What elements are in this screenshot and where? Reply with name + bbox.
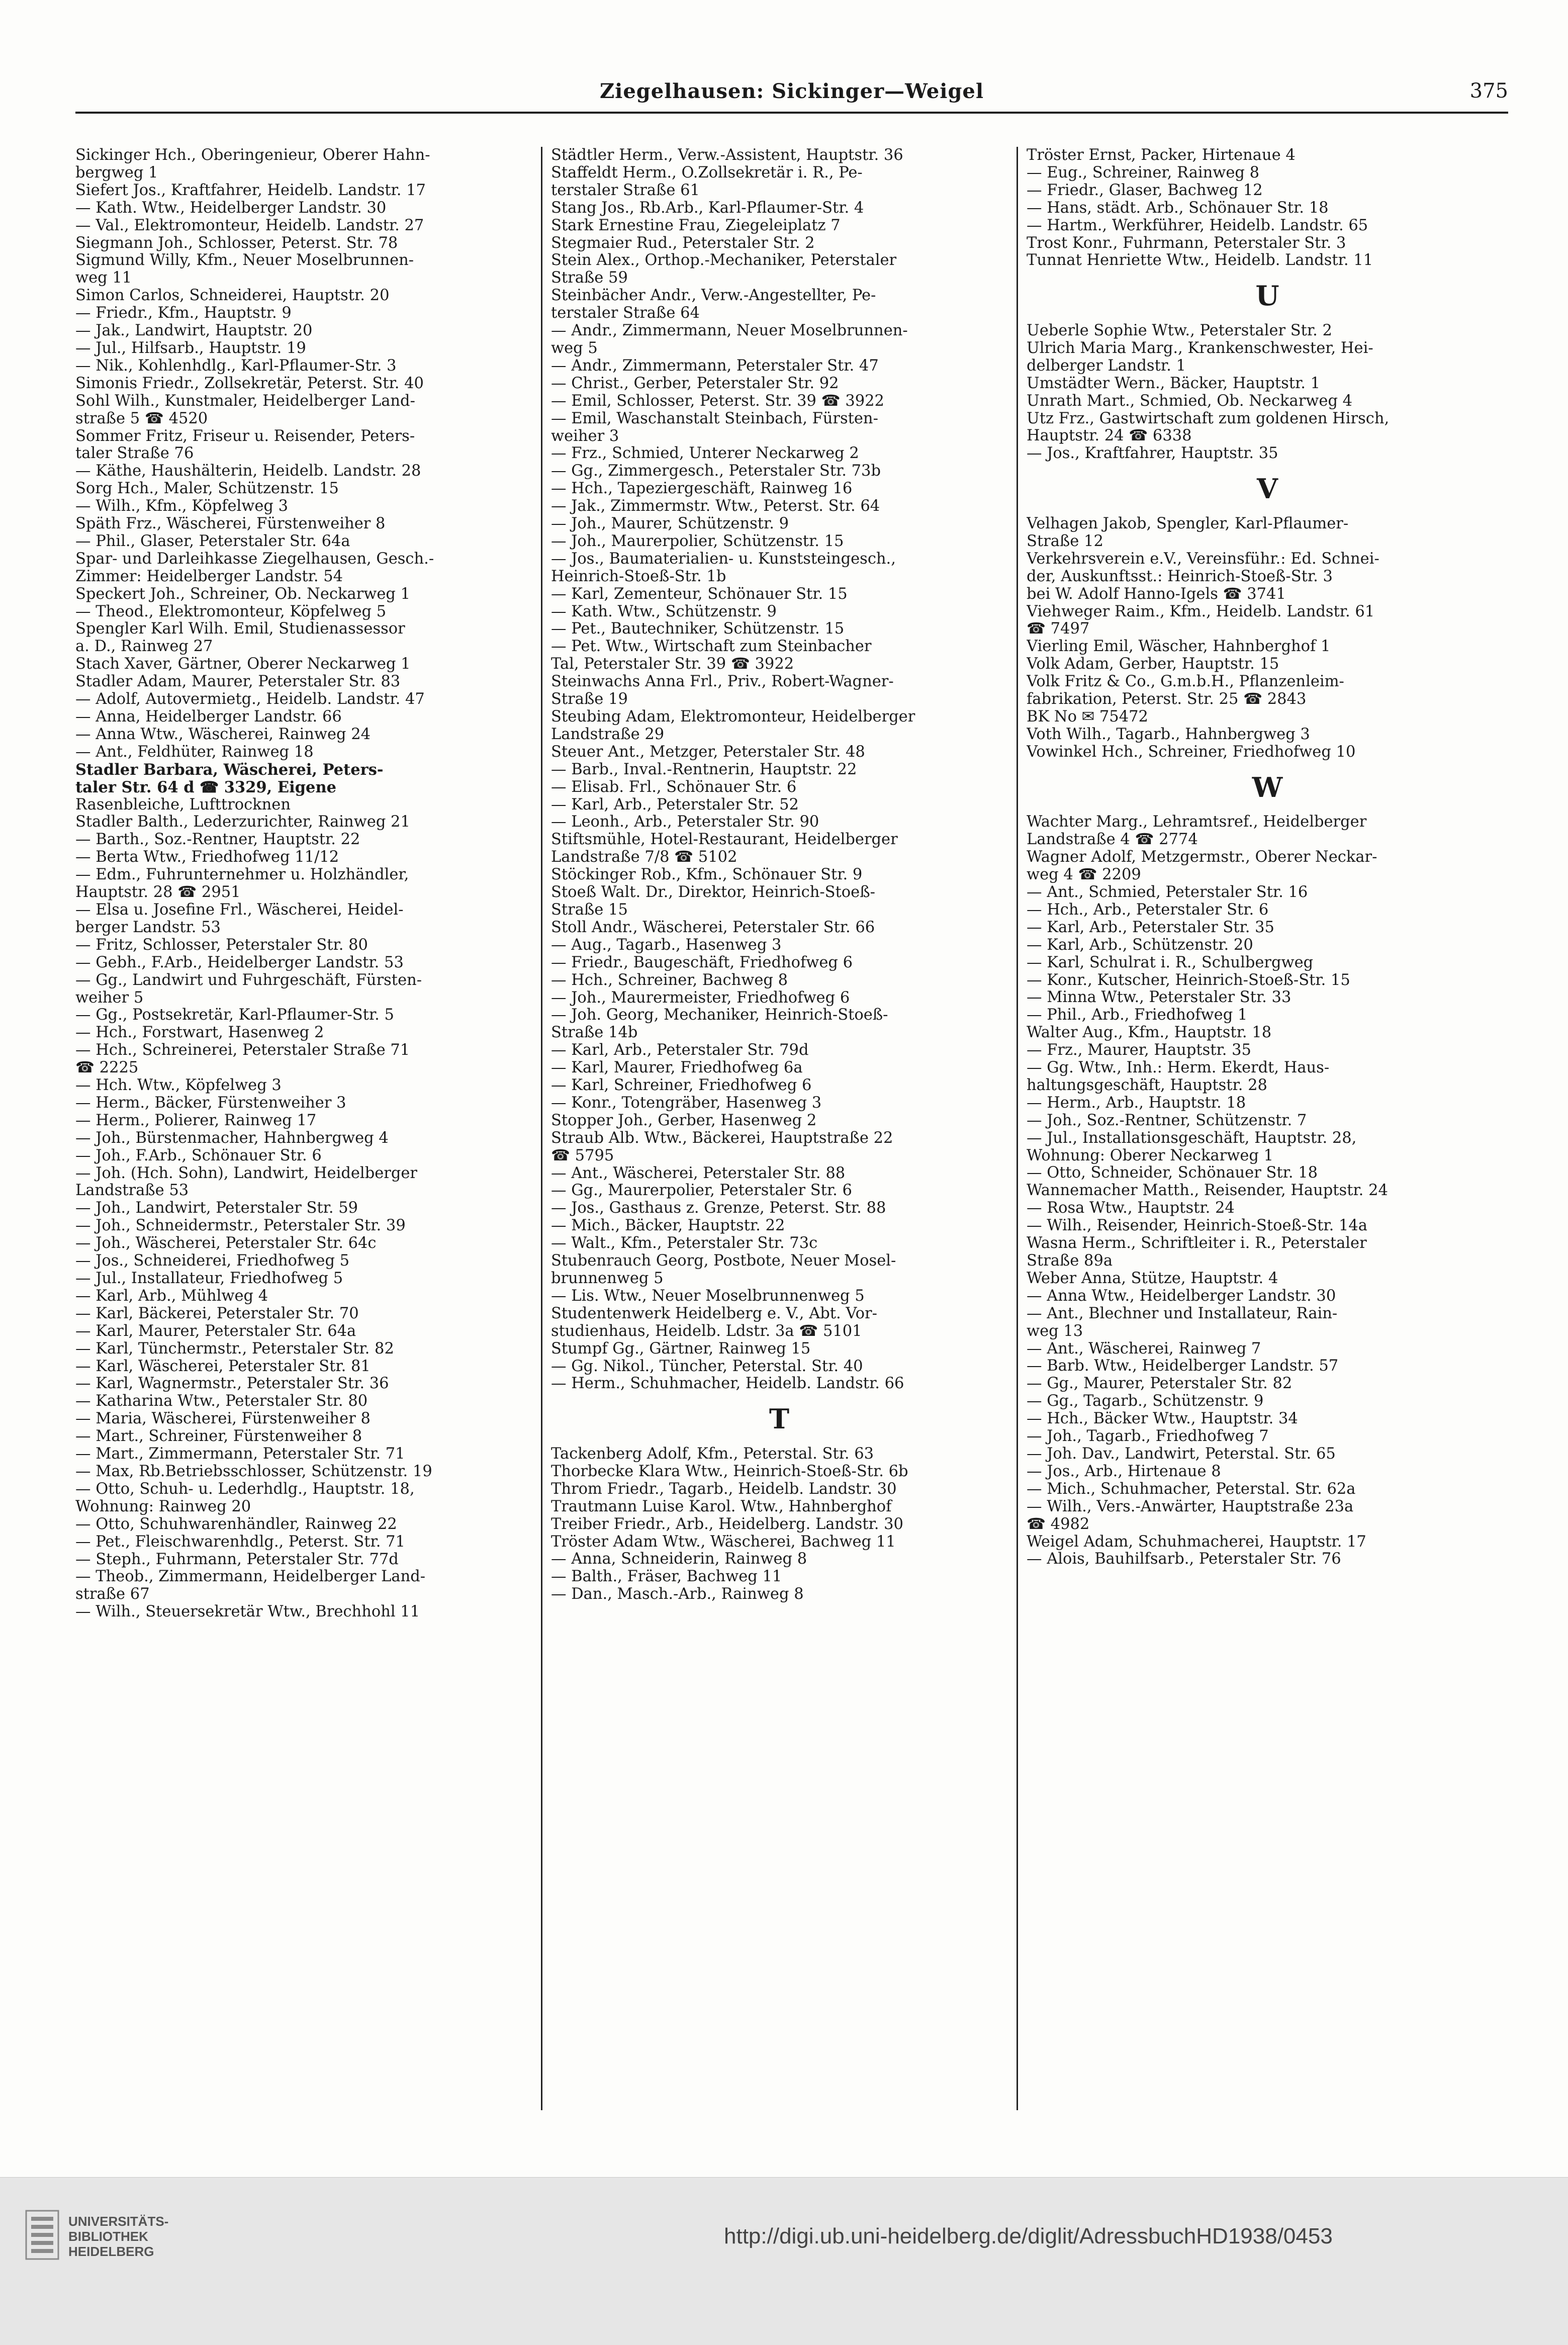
directory-entry: Simonis Friedr., Zollsekretär, Peterst. Str. 40 (75, 374, 424, 392)
directory-entry: weg 5 (551, 339, 598, 357)
directory-entry: Stadler Adam, Maurer, Peterstaler Str. 83 (75, 673, 401, 691)
directory-entry: Stubenrauch Georg, Postbote, Neuer Mosel- (551, 1252, 896, 1270)
directory-entry: Weigel Adam, Schuhmacherei, Hauptstr. 17 (1027, 1532, 1366, 1551)
directory-entry: Weber Anna, Stütze, Hauptstr. 4 (1027, 1269, 1278, 1287)
directory-entry: — Berta Wtw., Friedhofweg 11/12 (75, 848, 339, 866)
directory-entry: — Barb. Wtw., Heidelberger Landstr. 57 (1027, 1357, 1339, 1375)
directory-entry: — Hartm., Werkführer, Heidelb. Landstr. 65 (1027, 216, 1368, 234)
directory-entry: — Lis. Wtw., Neuer Moselbrunnenweg 5 (551, 1287, 865, 1305)
directory-entry: — Karl, Wagnermstr., Peterstaler Str. 36 (75, 1375, 389, 1393)
directory-entry: — Elsa u. Josefine Frl., Wäscherei, Heidel- (75, 900, 404, 919)
directory-entry: — Karl, Schreiner, Friedhofweg 6 (551, 1076, 812, 1095)
directory-entry: Wohnung: Oberer Neckarweg 1 (1027, 1146, 1274, 1164)
directory-entry: Simon Carlos, Schneiderei, Hauptstr. 20 (75, 287, 390, 305)
page-title: Ziegelhausen: Sickinger—Weigel (599, 79, 984, 103)
directory-entry: Treiber Friedr., Arb., Heidelberg. Landstr. 30 (551, 1515, 903, 1533)
directory-entry: — Aug., Tagarb., Hasenweg 3 (551, 936, 782, 954)
directory-entry: — Pet., Bautechniker, Schützenstr. 15 (551, 620, 845, 638)
directory-entry: — Karl, Maurer, Friedhofweg 6a (551, 1059, 803, 1077)
directory-entry: — Gg., Landwirt und Fuhrgeschäft, Fürsten- (75, 971, 422, 989)
directory-entry: — Gg., Postsekretär, Karl-Pflaumer-Str. 5 (75, 1006, 394, 1024)
directory-entry: — Hch., Tapeziergeschäft, Rainweg 16 (551, 480, 853, 498)
section-letter-heading: U (1255, 280, 1279, 312)
directory-entry: Landstraße 29 (551, 725, 665, 743)
page-header (75, 79, 1508, 110)
directory-entry: — Adolf, Autovermietg., Heidelb. Landstr. 47 (75, 690, 425, 708)
page-number: 375 (1469, 79, 1508, 103)
directory-entry: — Wilh., Reisender, Heinrich-Stoeß-Str. 14a (1027, 1217, 1367, 1235)
directory-entry: — Herm., Arb., Hauptstr. 18 (1027, 1094, 1246, 1112)
directory-entry: — Karl, Maurer, Peterstaler Str. 64a (75, 1322, 356, 1340)
directory-entry: — Jul., Hilfsarb., Hauptstr. 19 (75, 339, 306, 357)
directory-entry: Sommer Fritz, Friseur u. Reisender, Peters- (75, 427, 415, 445)
directory-entry: — Kath. Wtw., Heidelberger Landstr. 30 (75, 199, 387, 217)
directory-entry: ☎ 7497 (1027, 620, 1090, 638)
directory-entry: Stoeß Walt. Dr., Direktor, Heinrich-Stoeß- (551, 883, 875, 901)
directory-entry: Siegmann Joh., Schlosser, Peterst. Str. 78 (75, 234, 398, 252)
directory-entry: ☎ 4982 (1027, 1515, 1090, 1533)
directory-entry: — Friedr., Kfm., Hauptstr. 9 (75, 304, 292, 322)
directory-entry: Straße 89a (1027, 1252, 1113, 1270)
directory-entry: — Katharina Wtw., Peterstaler Str. 80 (75, 1392, 368, 1410)
directory-entry: Vowinkel Hch., Schreiner, Friedhofweg 10 (1027, 743, 1356, 761)
directory-entry: Stang Jos., Rb.Arb., Karl-Pflaumer-Str. 4 (551, 199, 864, 217)
directory-entry: Sohl Wilh., Kunstmaler, Heidelberger Land- (75, 392, 415, 410)
directory-entry: — Friedr., Baugeschäft, Friedhofweg 6 (551, 953, 853, 971)
directory-entry: taler Str. 64 d ☎ 3329, Eigene (75, 778, 337, 796)
directory-entry: — Mart., Zimmermann, Peterstaler Str. 71 (75, 1445, 405, 1463)
directory-entry: — Wilh., Kfm., Köpfelweg 3 (75, 497, 289, 515)
directory-entry: Tunnat Henriette Wtw., Heidelb. Landstr. 11 (1027, 251, 1373, 269)
directory-entry: — Joh., Schneidermstr., Peterstaler Str. 39 (75, 1217, 406, 1235)
directory-columns (75, 147, 1508, 2110)
directory-entry: — Karl, Arb., Schützenstr. 20 (1027, 936, 1253, 954)
directory-entry: BK No ✉ 75472 (1027, 707, 1148, 726)
directory-entry: Verkehrsverein e.V., Vereinsführ.: Ed. Schnei- (1027, 550, 1379, 568)
directory-entry: — Jul., Installationsgeschäft, Hauptstr. 28, (1027, 1129, 1357, 1147)
directory-entry: Umstädter Wern., Bäcker, Hauptstr. 1 (1027, 374, 1321, 392)
directory-entry: — Anna Wtw., Wäscherei, Rainweg 24 (75, 725, 371, 743)
directory-entry: Velhagen Jakob, Spengler, Karl-Pflaumer- (1027, 514, 1349, 532)
directory-entry: — Max, Rb.Betriebsschlosser, Schützenstr. 19 (75, 1462, 432, 1480)
directory-entry: Stadler Barbara, Wäscherei, Peters- (75, 760, 384, 779)
directory-entry: — Käthe, Haushälterin, Heidelb. Landstr. 28 (75, 462, 421, 480)
directory-entry: — Jos., Schneiderei, Friedhofweg 5 (75, 1252, 350, 1270)
directory-entry: haltungsgeschäft, Hauptstr. 28 (1027, 1076, 1267, 1094)
directory-entry: Stadler Balth., Lederzurichter, Rainweg 21 (75, 813, 410, 831)
directory-entry: — Leonh., Arb., Peterstaler Str. 90 (551, 813, 819, 831)
directory-entry: Staffeldt Herm., O.Zollsekretär i. R., Pe- (551, 163, 863, 182)
column-divider (541, 147, 542, 2110)
column-1 (75, 147, 532, 2110)
directory-entry: — Gg., Maurer, Peterstaler Str. 82 (1027, 1375, 1293, 1393)
directory-entry: Stoll Andr., Wäscherei, Peterstaler Str. 66 (551, 918, 875, 936)
directory-entry: Trautmann Luise Karol. Wtw., Hahnberghof (551, 1497, 892, 1515)
directory-entry: — Wilh., Steuersekretär Wtw., Brechhohl 11 (75, 1603, 420, 1621)
directory-entry: Unrath Mart., Schmied, Ob. Neckarweg 4 (1027, 392, 1353, 410)
directory-entry: fabrikation, Peterst. Str. 25 ☎ 2843 (1027, 690, 1307, 708)
directory-entry: — Otto, Schuh- u. Lederhdlg., Hauptstr. 18, (75, 1480, 415, 1498)
directory-entry: Straße 59 (551, 269, 628, 287)
directory-entry: — Karl, Arb., Peterstaler Str. 79d (551, 1041, 809, 1059)
directory-entry: — Phil., Glaser, Peterstaler Str. 64a (75, 532, 350, 550)
directory-entry: — Ant., Feldhüter, Rainweg 18 (75, 743, 314, 761)
directory-entry: — Pet., Fleischwarenhdlg., Peterst. Str. 71 (75, 1532, 405, 1551)
directory-entry: — Jos., Gasthaus z. Grenze, Peterst. Str. 88 (551, 1199, 886, 1217)
university-seal-icon (24, 2209, 60, 2261)
directory-entry: Volk Fritz & Co., G.m.b.H., Pflanzenleim- (1027, 673, 1344, 691)
directory-entry: Straße 14b (551, 1024, 638, 1042)
directory-entry: Rasenbleiche, Lufttrocknen (75, 795, 291, 814)
directory-entry: Wachter Marg., Lehramtsref., Heidelberger (1027, 813, 1367, 831)
directory-entry: berger Landstr. 53 (75, 918, 221, 936)
directory-entry: Wohnung: Rainweg 20 (75, 1497, 251, 1515)
directory-entry: — Walt., Kfm., Peterstaler Str. 73c (551, 1234, 818, 1252)
directory-entry: — Karl, Zementeur, Schönauer Str. 15 (551, 585, 848, 603)
directory-entry: Wagner Adolf, Metzgermstr., Oberer Neckar- (1027, 848, 1377, 866)
directory-entry: Voth Wilh., Tagarb., Hahnbergweg 3 (1027, 725, 1310, 743)
directory-entry: — Steph., Fuhrmann, Peterstaler Str. 77d (75, 1550, 399, 1568)
directory-entry: — Dan., Masch.-Arb., Rainweg 8 (551, 1585, 804, 1603)
directory-entry: studienhaus, Heidelb. Ldstr. 3a ☎ 5101 (551, 1322, 862, 1340)
directory-entry: Späth Frz., Wäscherei, Fürstenweiher 8 (75, 515, 386, 533)
directory-entry: — Phil., Arb., Friedhofweg 1 (1027, 1006, 1248, 1024)
directory-entry: — Ant., Blechner und Installateur, Rain- (1027, 1304, 1338, 1322)
directory-entry: Tackenberg Adolf, Kfm., Peterstal. Str. 63 (551, 1445, 874, 1463)
directory-entry: Stein Alex., Orthop.-Mechaniker, Peterstaler (551, 251, 897, 269)
directory-entry: — Jak., Zimmermstr. Wtw., Peterst. Str. 64 (551, 497, 880, 515)
directory-entry: brunnenweg 5 (551, 1270, 664, 1287)
directory-entry: — Minna Wtw., Peterstaler Str. 33 (1027, 988, 1292, 1007)
directory-entry: taler Straße 76 (75, 444, 194, 463)
directory-entry: Studentenwerk Heidelberg e. V., Abt. Vor- (551, 1304, 877, 1322)
directory-entry: straße 5 ☎ 4520 (75, 409, 208, 427)
directory-entry: Tröster Ernst, Packer, Hirtenaue 4 (1027, 147, 1296, 164)
directory-entry: — Herm., Bäcker, Fürstenweiher 3 (75, 1094, 346, 1112)
directory-entry: Wannemacher Matth., Reisender, Hauptstr. 24 (1027, 1182, 1388, 1200)
directory-entry: — Karl, Schulrat i. R., Schulbergweg (1027, 953, 1314, 971)
directory-entry: — Anna, Schneiderin, Rainweg 8 (551, 1550, 807, 1568)
directory-entry: — Otto, Schuhwarenhändler, Rainweg 22 (75, 1515, 397, 1533)
directory-entry: — Joh., Tagarb., Friedhofweg 7 (1027, 1427, 1269, 1446)
directory-entry: — Joh., F.Arb., Schönauer Str. 6 (75, 1146, 322, 1164)
directory-entry: weg 13 (1027, 1322, 1083, 1340)
directory-entry: Stegmaier Rud., Peterstaler Str. 2 (551, 234, 815, 252)
directory-entry: — Konr., Kutscher, Heinrich-Stoeß-Str. 15 (1027, 971, 1350, 989)
directory-entry: terstaler Straße 64 (551, 304, 700, 322)
directory-entry: Stumpf Gg., Gärtner, Rainweg 15 (551, 1339, 811, 1358)
directory-entry: — Ant., Schmied, Peterstaler Str. 16 (1027, 883, 1308, 901)
directory-entry: — Karl, Bäckerei, Peterstaler Str. 70 (75, 1304, 359, 1322)
directory-entry: — Edm., Fuhrunternehmer u. Holzhändler, (75, 866, 409, 884)
directory-entry: Straße 19 (551, 690, 628, 708)
directory-entry: — Emil, Waschanstalt Steinbach, Fürsten- (551, 409, 878, 427)
directory-entry: Trost Konr., Fuhrmann, Peterstaler Str. 3 (1027, 234, 1346, 252)
directory-entry: Stach Xaver, Gärtner, Oberer Neckarweg 1 (75, 655, 411, 673)
directory-entry: ☎ 5795 (551, 1146, 614, 1164)
directory-entry: — Hch., Schreinerei, Peterstaler Straße 71 (75, 1041, 410, 1059)
column-divider (1017, 147, 1018, 2110)
directory-entry: Siefert Jos., Kraftfahrer, Heidelb. Landstr. 17 (75, 181, 426, 199)
directory-entry: a. D., Rainweg 27 (75, 638, 213, 656)
directory-entry: — Andr., Zimmermann, Peterstaler Str. 47 (551, 356, 879, 375)
directory-entry: — Anna Wtw., Heidelberger Landstr. 30 (1027, 1287, 1336, 1305)
library-name: UNIVERSITÄTS- BIBLIOTHEK HEIDELBERG (68, 2214, 169, 2259)
directory-entry: — Gebh., F.Arb., Heidelberger Landstr. 53 (75, 953, 404, 971)
directory-entry: — Joh., Soz.-Rentner, Schützenstr. 7 (1027, 1111, 1307, 1129)
directory-entry: — Joh., Maurer, Schützenstr. 9 (551, 515, 789, 533)
directory-entry: — Theob., Zimmermann, Heidelberger Land- (75, 1568, 426, 1586)
section-letter-heading: T (769, 1403, 790, 1435)
directory-entry: Steuer Ant., Metzger, Peterstaler Str. 48 (551, 743, 865, 761)
directory-entry: — Jul., Installateur, Friedhofweg 5 (75, 1270, 343, 1287)
directory-entry: — Balth., Fräser, Bachweg 11 (551, 1568, 782, 1586)
directory-entry: — Karl, Arb., Peterstaler Str. 35 (1027, 918, 1274, 936)
directory-entry: straße 67 (75, 1585, 150, 1603)
directory-entry: Stiftsmühle, Hotel-Restaurant, Heidelberger (551, 831, 898, 849)
directory-entry: — Joh., Bürstenmacher, Hahnbergweg 4 (75, 1129, 389, 1147)
directory-entry: Tal, Peterstaler Str. 39 ☎ 3922 (551, 655, 794, 673)
directory-entry: — Gg., Maurerpolier, Peterstaler Str. 6 (551, 1182, 852, 1200)
directory-entry: — Joh. (Hch. Sohn), Landwirt, Heidelberger (75, 1164, 417, 1182)
directory-entry: — Mich., Bäcker, Hauptstr. 22 (551, 1217, 785, 1235)
directory-entry: — Hch., Arb., Peterstaler Str. 6 (1027, 900, 1269, 919)
directory-entry: — Karl, Wäscherei, Peterstaler Str. 81 (75, 1357, 371, 1375)
directory-entry: — Joh. Dav., Landwirt, Peterstal. Str. 65 (1027, 1445, 1336, 1463)
directory-entry: — Eug., Schreiner, Rainweg 8 (1027, 163, 1260, 182)
directory-entry: — Friedr., Glaser, Bachweg 12 (1027, 181, 1263, 199)
directory-entry: Vierling Emil, Wäscher, Hahnberghof 1 (1027, 638, 1331, 656)
column-3 (1027, 147, 1508, 2110)
directory-entry: — Joh. Georg, Mechaniker, Heinrich-Stoeß- (551, 1006, 888, 1024)
directory-entry: Ulrich Maria Marg., Krankenschwester, Hei- (1027, 339, 1373, 357)
directory-entry: Sigmund Willy, Kfm., Neuer Moselbrunnen- (75, 251, 414, 269)
directory-entry: — Pet. Wtw., Wirtschaft zum Steinbacher (551, 638, 872, 656)
directory-entry: — Karl, Arb., Peterstaler Str. 52 (551, 795, 799, 814)
footer-banner (0, 2177, 1568, 2345)
directory-entry: weg 11 (75, 269, 132, 287)
directory-entry: — Otto, Schneider, Schönauer Str. 18 (1027, 1164, 1318, 1182)
directory-entry: — Rosa Wtw., Hauptstr. 24 (1027, 1199, 1235, 1217)
directory-entry: Landstraße 53 (75, 1182, 189, 1200)
directory-entry: — Joh., Landwirt, Peterstaler Str. 59 (75, 1199, 358, 1217)
directory-entry: Straße 15 (551, 900, 628, 919)
directory-entry: Ueberle Sophie Wtw., Peterstaler Str. 2 (1027, 322, 1332, 340)
directory-entry: Spengler Karl Wilh. Emil, Studienassessor (75, 620, 405, 638)
directory-entry: Sorg Hch., Maler, Schützenstr. 15 (75, 480, 339, 498)
column-2 (551, 147, 1007, 2110)
directory-entry: — Hch., Schreiner, Bachweg 8 (551, 971, 788, 989)
directory-entry: — Joh., Wäscherei, Peterstaler Str. 64c (75, 1234, 377, 1252)
directory-entry: — Christ., Gerber, Peterstaler Str. 92 (551, 374, 839, 392)
directory-entry: — Alois, Bauhilfsarb., Peterstaler Str. 76 (1027, 1550, 1341, 1568)
directory-entry: — Nik., Kohlenhdlg., Karl-Pflaumer-Str. 3 (75, 356, 397, 375)
directory-entry: Tröster Adam Wtw., Wäscherei, Bachweg 11 (551, 1532, 896, 1551)
directory-entry: — Herm., Schuhmacher, Heidelb. Landstr. 66 (551, 1375, 904, 1393)
directory-entry: — Hch. Wtw., Köpfelweg 3 (75, 1076, 282, 1095)
directory-entry: — Frz., Maurer, Hauptstr. 35 (1027, 1041, 1251, 1059)
directory-entry: Speckert Joh., Schreiner, Ob. Neckarweg 1 (75, 585, 411, 603)
directory-entry: — Mart., Schreiner, Fürstenweiher 8 (75, 1427, 362, 1446)
directory-entry: — Jos., Baumaterialien- u. Kunststeingesch., (551, 550, 896, 568)
directory-entry: weiher 3 (551, 427, 619, 445)
directory-entry: Stopper Joh., Gerber, Hasenweg 2 (551, 1111, 817, 1129)
directory-entry: — Maria, Wäscherei, Fürstenweiher 8 (75, 1410, 371, 1428)
directory-entry: — Karl, Arb., Mühlweg 4 (75, 1287, 268, 1305)
directory-entry: — Kath. Wtw., Schützenstr. 9 (551, 602, 777, 620)
directory-entry: — Barth., Soz.-Rentner, Hauptstr. 22 (75, 831, 360, 849)
directory-entry: Stöckinger Rob., Kfm., Schönauer Str. 9 (551, 866, 863, 884)
directory-entry: weiher 5 (75, 988, 144, 1007)
directory-entry: — Gg. Nikol., Tüncher, Peterstal. Str. 40 (551, 1357, 863, 1375)
directory-entry: Hauptstr. 24 ☎ 6338 (1027, 427, 1192, 445)
directory-entry: — Joh., Maurerpolier, Schützenstr. 15 (551, 532, 844, 550)
directory-entry: — Konr., Totengräber, Hasenweg 3 (551, 1094, 822, 1112)
directory-entry: — Herm., Polierer, Rainweg 17 (75, 1111, 317, 1129)
directory-entry: — Ant., Wäscherei, Rainweg 7 (1027, 1339, 1261, 1358)
directory-entry: delberger Landstr. 1 (1027, 356, 1186, 375)
directory-entry: — Anna, Heidelberger Landstr. 66 (75, 708, 342, 726)
directory-entry: Throm Friedr., Tagarb., Heidelb. Landstr. 30 (551, 1480, 897, 1498)
directory-entry: — Emil, Schlosser, Peterst. Str. 39 ☎ 3922 (551, 392, 884, 410)
directory-entry: — Gg., Tagarb., Schützenstr. 9 (1027, 1392, 1264, 1410)
directory-entry: Landstraße 4 ☎ 2774 (1027, 831, 1198, 849)
directory-entry: ☎ 2225 (75, 1059, 139, 1077)
directory-entry: Landstraße 7/8 ☎ 5102 (551, 848, 737, 866)
directory-entry: — Hch., Forstwart, Hasenweg 2 (75, 1024, 324, 1042)
directory-entry: weg 4 ☎ 2209 (1027, 866, 1141, 884)
section-letter-heading: V (1257, 473, 1278, 505)
directory-entry: Steinbächer Andr., Verw.-Angestellter, Pe- (551, 287, 876, 305)
directory-entry: bei W. Adolf Hanno-Igels ☎ 3741 (1027, 585, 1286, 603)
source-url[interactable]: http://digi.ub.uni-heidelberg.de/diglit/AdressbuchHD1938/0453 (724, 2224, 1333, 2248)
directory-entry: Spar- und Darleihkasse Ziegelhausen, Gesch.- (75, 550, 434, 568)
directory-entry: — Jos., Kraftfahrer, Hauptstr. 35 (1027, 444, 1278, 463)
directory-entry: Stark Ernestine Frau, Ziegeleiplatz 7 (551, 216, 841, 234)
directory-entry: Hauptstr. 28 ☎ 2951 (75, 883, 241, 901)
directory-entry: — Gg., Zimmergesch., Peterstaler Str. 73b (551, 462, 881, 480)
directory-entry: — Karl, Tünchermstr., Peterstaler Str. 82 (75, 1339, 394, 1358)
directory-entry: Volk Adam, Gerber, Hauptstr. 15 (1027, 655, 1279, 673)
directory-entry: Sickinger Hch., Oberingenieur, Oberer Hahn- (75, 147, 430, 164)
directory-entry: — Wilh., Vers.-Anwärter, Hauptstraße 23a (1027, 1497, 1354, 1515)
directory-entry: — Jak., Landwirt, Hauptstr. 20 (75, 322, 313, 340)
directory-entry: Zimmer: Heidelberger Landstr. 54 (75, 567, 343, 585)
directory-entry: Städtler Herm., Verw.-Assistent, Hauptstr. 36 (551, 147, 903, 164)
directory-entry: — Hch., Bäcker Wtw., Hauptstr. 34 (1027, 1410, 1298, 1428)
directory-entry: — Hans, städt. Arb., Schönauer Str. 18 (1027, 199, 1329, 217)
directory-entry: Heinrich-Stoeß-Str. 1b (551, 567, 726, 585)
directory-entry: — Theod., Elektromonteur, Köpfelweg 5 (75, 602, 387, 620)
directory-entry: Straße 12 (1027, 532, 1103, 550)
directory-entry: — Andr., Zimmermann, Neuer Moselbrunnen- (551, 322, 908, 340)
directory-entry: — Frz., Schmied, Unterer Neckarweg 2 (551, 444, 859, 463)
directory-entry: Utz Frz., Gastwirtschaft zum goldenen Hirsch, (1027, 409, 1390, 427)
directory-entry: — Gg. Wtw., Inh.: Herm. Ekerdt, Haus- (1027, 1059, 1330, 1077)
directory-entry: — Fritz, Schlosser, Peterstaler Str. 80 (75, 936, 368, 954)
directory-entry: — Joh., Maurermeister, Friedhofweg 6 (551, 988, 850, 1007)
header-rule (75, 112, 1508, 114)
directory-entry: — Elisab. Frl., Schönauer Str. 6 (551, 778, 797, 796)
directory-entry: Walter Aug., Kfm., Hauptstr. 18 (1027, 1024, 1272, 1042)
directory-entry: terstaler Straße 61 (551, 181, 700, 199)
directory-entry: — Jos., Arb., Hirtenaue 8 (1027, 1462, 1221, 1480)
directory-entry: Viehweger Raim., Kfm., Heidelb. Landstr. 61 (1027, 602, 1375, 620)
directory-entry: bergweg 1 (75, 163, 158, 182)
directory-entry: — Val., Elektromonteur, Heidelb. Landstr. 27 (75, 216, 424, 234)
directory-entry: Thorbecke Klara Wtw., Heinrich-Stoeß-Str. 6b (551, 1462, 908, 1480)
directory-entry: der, Auskunftsst.: Heinrich-Stoeß-Str. 3 (1027, 567, 1333, 585)
directory-entry: Steinwachs Anna Frl., Priv., Robert-Wagner- (551, 673, 894, 691)
directory-entry: Wasna Herm., Schriftleiter i. R., Peterstaler (1027, 1234, 1367, 1252)
directory-entry: — Barb., Inval.-Rentnerin, Hauptstr. 22 (551, 760, 857, 778)
section-letter-heading: W (1252, 771, 1283, 803)
directory-entry: Steubing Adam, Elektromonteur, Heidelberger (551, 708, 915, 726)
directory-entry: Straub Alb. Wtw., Bäckerei, Hauptstraße 22 (551, 1129, 893, 1147)
directory-entry: — Mich., Schuhmacher, Peterstal. Str. 62a (1027, 1480, 1356, 1498)
directory-entry: — Ant., Wäscherei, Peterstaler Str. 88 (551, 1164, 846, 1182)
